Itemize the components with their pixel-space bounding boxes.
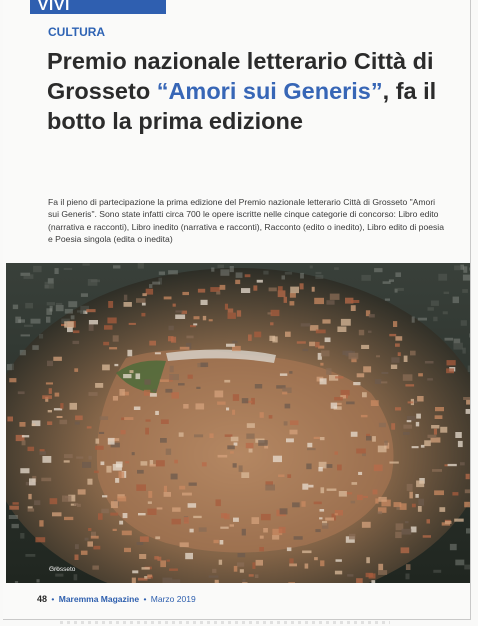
footer-separator-2: • <box>143 594 147 604</box>
title-part-1: Premio nazionale letterario Città di Grosseto <box>47 48 434 104</box>
issue-date: Marzo 2019 <box>150 594 196 604</box>
title-accent: “Amori sui Generis” <box>156 78 383 104</box>
article-category: CULTURA <box>48 25 106 39</box>
article-title <box>47 46 447 136</box>
article-lead: Fa il pieno di partecipazione la prima edizione del Premio nazionale letterario Città di Grosseto "Amori sui Generis". Sono state infatti circa 700 le opere iscritte nelle cinque categorie di concorso: Libro edito (narrativa e racconti), Libro inedito (narrativa e racconti), Racconto (edito o inedito), Libro edito di poesia e Poesia singola (edita o inedita) <box>48 197 444 245</box>
page-footer <box>37 594 196 604</box>
aerial-city-photo <box>6 263 470 583</box>
page-number: 48 <box>37 594 48 604</box>
magazine-name: Maremma Magazine <box>58 594 140 604</box>
footer-separator: • <box>51 594 55 604</box>
section-label: VIVI <box>38 0 71 14</box>
title-part-2: , fa il botto la prima edizione <box>47 78 437 134</box>
aerial-city-illustration <box>6 263 470 583</box>
photo-caption: Grosseto <box>49 566 76 573</box>
scan-artifact <box>60 621 390 624</box>
